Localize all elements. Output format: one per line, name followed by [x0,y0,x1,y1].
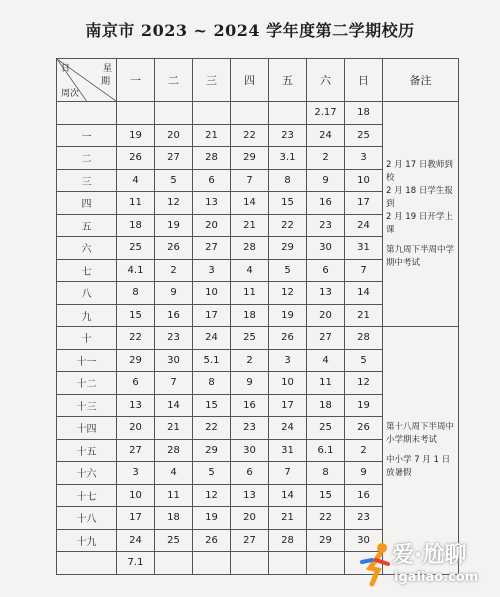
date-cell: 27 [155,147,193,170]
date-cell: 6 [307,259,345,282]
date-cell: 12 [193,484,231,507]
date-cell: 22 [231,124,269,147]
date-cell: 4 [117,169,155,192]
date-cell: 22 [307,507,345,530]
date-cell: 27 [307,327,345,350]
date-cell: 30 [155,349,193,372]
watermark-url: igaliao.com [394,570,479,585]
date-cell: 24 [117,529,155,552]
date-cell: 10 [345,169,383,192]
date-cell [193,102,231,125]
corner-label-qi: 期 [100,77,110,87]
date-cell: 16 [231,394,269,417]
date-cell: 6 [193,169,231,192]
date-cell: 18 [231,304,269,327]
header-day-thu: 四 [231,59,269,102]
date-cell: 22 [117,327,155,350]
week-number-cell: 三 [57,169,117,192]
date-cell: 23 [231,417,269,440]
week-number-cell: 十九 [57,529,117,552]
watermark-text: 爱·尬聊 [392,543,467,568]
date-cell: 14 [269,484,307,507]
date-cell: 23 [307,214,345,237]
header-day-mon: 一 [117,59,155,102]
date-cell: 4.1 [117,259,155,282]
date-cell: 23 [155,327,193,350]
note-line: 中小学 7 月 1 日放暑假 [386,454,451,478]
date-cell: 5 [345,349,383,372]
date-cell: 20 [155,124,193,147]
date-cell: 31 [345,237,383,260]
date-cell: 2 [155,259,193,282]
date-cell: 25 [155,529,193,552]
date-cell: 2 [231,349,269,372]
date-cell: 30 [231,439,269,462]
note-line: 2 月 19 日开学上课 [386,211,453,235]
week-number-cell: 十二 [57,372,117,395]
date-cell: 19 [269,304,307,327]
date-cell: 3 [269,349,307,372]
date-cell: 22 [193,417,231,440]
date-cell: 28 [231,237,269,260]
week-number-cell: 十五 [57,439,117,462]
week-number-cell: 十三 [57,394,117,417]
date-cell: 29 [117,349,155,372]
date-cell: 23 [345,507,383,530]
date-cell: 16 [155,304,193,327]
date-cell: 19 [155,214,193,237]
week-number-cell: 十八 [57,507,117,530]
date-cell: 18 [155,507,193,530]
table-row [57,102,459,125]
date-cell: 4 [307,349,345,372]
week-number-cell [57,102,117,125]
date-cell: 11 [231,282,269,305]
date-cell: 18 [345,102,383,125]
week-number-cell: 七 [57,259,117,282]
date-cell: 2 [345,439,383,462]
date-cell: 17 [345,192,383,215]
date-cell: 16 [345,484,383,507]
date-cell: 8 [269,169,307,192]
date-cell: 29 [193,439,231,462]
date-cell: 20 [117,417,155,440]
date-cell: 7 [155,372,193,395]
date-cell [117,102,155,125]
note-line: 第九周下半周中学期中考试 [386,244,455,268]
date-cell: 13 [117,394,155,417]
date-cell: 26 [193,529,231,552]
corner-label-day: 日 [61,64,71,74]
date-cell: 29 [307,529,345,552]
date-cell: 8 [117,282,155,305]
date-cell: 14 [155,394,193,417]
week-number-cell: 十一 [57,349,117,372]
note-line: 2 月 18 日学生报到 [386,185,453,209]
date-cell: 24 [193,327,231,350]
date-cell: 16 [307,192,345,215]
date-cell [193,552,231,575]
date-cell: 6 [117,372,155,395]
notes-cell-block1 [383,102,459,327]
date-cell: 28 [155,439,193,462]
date-cell: 29 [269,237,307,260]
week-number-cell: 十六 [57,462,117,485]
table-row [57,327,459,350]
school-calendar-table [56,58,459,575]
date-cell: 17 [269,394,307,417]
date-cell: 26 [155,237,193,260]
header-notes: 备注 [383,59,459,102]
date-cell: 3 [345,147,383,170]
date-cell: 12 [345,372,383,395]
date-cell: 27 [117,439,155,462]
date-cell: 10 [269,372,307,395]
date-cell: 25 [117,237,155,260]
header-corner-cell [57,59,117,102]
date-cell: 13 [307,282,345,305]
date-cell: 21 [269,507,307,530]
date-cell: 14 [231,192,269,215]
week-number-cell: 四 [57,192,117,215]
date-cell: 21 [345,304,383,327]
date-cell: 20 [193,214,231,237]
date-cell: 8 [193,372,231,395]
note-line: 第十八周下半周中小学期末考试 [386,421,455,445]
date-cell: 3.1 [269,147,307,170]
date-cell: 29 [231,147,269,170]
date-cell: 5 [193,462,231,485]
week-number-cell: 五 [57,214,117,237]
date-cell: 19 [117,124,155,147]
week-number-cell: 一 [57,124,117,147]
corner-label-xing: 星 [102,64,112,74]
date-cell: 11 [117,192,155,215]
date-cell: 21 [193,124,231,147]
date-cell: 27 [231,529,269,552]
header-day-sat: 六 [307,59,345,102]
date-cell: 18 [307,394,345,417]
date-cell: 10 [117,484,155,507]
date-cell: 15 [307,484,345,507]
date-cell: 27 [193,237,231,260]
date-cell [155,102,193,125]
note-line: 2 月 17 日教师到校 [386,159,453,183]
date-cell [231,552,269,575]
date-cell: 26 [269,327,307,350]
date-cell: 5 [269,259,307,282]
date-cell: 13 [231,484,269,507]
date-cell: 17 [193,304,231,327]
date-cell: 12 [155,192,193,215]
week-number-cell: 二 [57,147,117,170]
date-cell: 19 [193,507,231,530]
date-cell: 9 [345,462,383,485]
date-cell: 4 [155,462,193,485]
date-cell: 6 [231,462,269,485]
header-row [57,59,459,102]
date-cell: 24 [345,214,383,237]
date-cell: 2 [307,147,345,170]
date-cell [269,102,307,125]
date-cell [155,552,193,575]
date-cell: 31 [269,439,307,462]
date-cell: 25 [307,417,345,440]
date-cell: 15 [193,394,231,417]
date-cell: 11 [155,484,193,507]
date-cell: 14 [345,282,383,305]
date-cell: 23 [269,124,307,147]
date-cell: 30 [345,529,383,552]
week-number-cell: 九 [57,304,117,327]
date-cell: 24 [269,417,307,440]
date-cell: 9 [155,282,193,305]
date-cell: 5.1 [193,349,231,372]
date-cell: 20 [307,304,345,327]
date-cell: 10 [193,282,231,305]
date-cell: 28 [193,147,231,170]
header-day-tue: 二 [155,59,193,102]
date-cell: 7 [269,462,307,485]
date-cell: 4 [231,259,269,282]
date-cell: 26 [345,417,383,440]
date-cell [307,552,345,575]
week-number-cell: 十四 [57,417,117,440]
header-day-wed: 三 [193,59,231,102]
date-cell: 24 [307,124,345,147]
date-cell: 28 [345,327,383,350]
date-cell: 28 [269,529,307,552]
date-cell: 26 [117,147,155,170]
watermark [358,536,498,592]
date-cell: 21 [155,417,193,440]
date-cell: 9 [307,169,345,192]
date-cell: 12 [269,282,307,305]
date-cell [231,102,269,125]
week-number-cell: 十七 [57,484,117,507]
header-day-sun: 日 [345,59,383,102]
date-cell: 11 [307,372,345,395]
date-cell: 9 [231,372,269,395]
corner-label-week: 周次 [61,89,80,99]
date-cell: 5 [155,169,193,192]
date-cell: 13 [193,192,231,215]
date-cell: 15 [269,192,307,215]
running-figure-icon [358,540,394,588]
date-cell: 22 [269,214,307,237]
week-number-cell [57,552,117,575]
date-cell: 25 [345,124,383,147]
date-cell: 7 [345,259,383,282]
date-cell [269,552,307,575]
date-cell: 2.17 [307,102,345,125]
date-cell: 25 [231,327,269,350]
week-number-cell: 六 [57,237,117,260]
date-cell: 8 [307,462,345,485]
date-cell: 17 [117,507,155,530]
date-cell: 19 [345,394,383,417]
date-cell: 15 [117,304,155,327]
date-cell: 30 [307,237,345,260]
week-number-cell: 八 [57,282,117,305]
date-cell: 20 [231,507,269,530]
date-cell: 18 [117,214,155,237]
date-cell: 7.1 [117,552,155,575]
date-cell: 7 [231,169,269,192]
date-cell: 21 [231,214,269,237]
header-day-fri: 五 [269,59,307,102]
date-cell: 3 [193,259,231,282]
page-title: 南京市 2023 ~ 2024 学年度第二学期校历 [85,21,415,40]
week-number-cell: 十 [57,327,117,350]
date-cell: 6.1 [307,439,345,462]
date-cell: 3 [117,462,155,485]
